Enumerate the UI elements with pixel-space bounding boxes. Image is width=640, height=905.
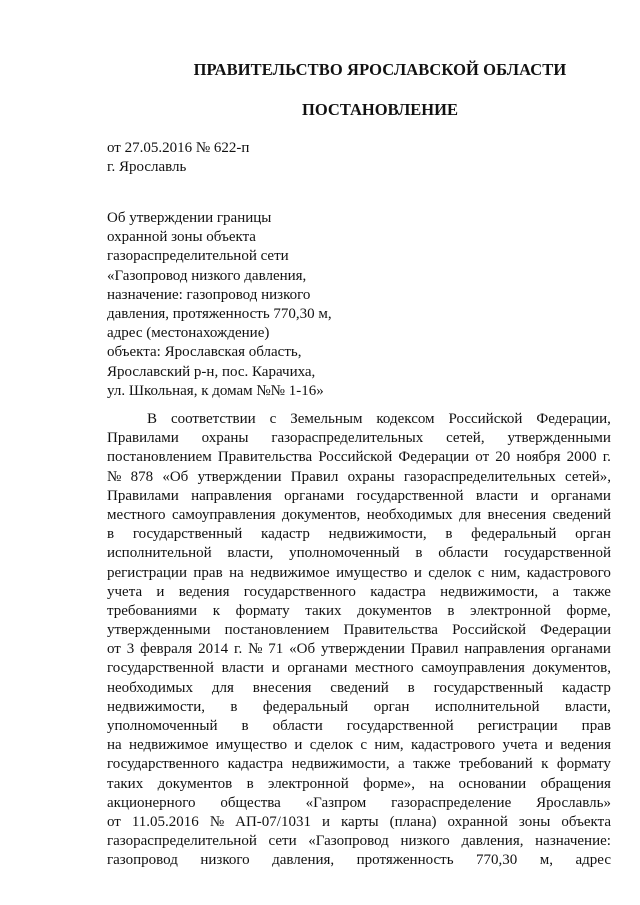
subject-line: «Газопровод низкого давления,	[107, 267, 307, 284]
document-body	[107, 410, 611, 871]
body-line: утвержденными постановлением Правительства Российской Федерации	[107, 622, 611, 639]
body-line: от 11.05.2016 № АП-07/1031 и карты (плана) охранной зоны объекта	[107, 813, 611, 830]
subject-line: объекта: Ярославская область,	[107, 344, 302, 361]
body-line: требованиями к формату таких документов в электронной форме,	[107, 602, 611, 619]
body-line: постановлением Правительства Российской Федерации от 20 ноября 2000 г.	[107, 449, 611, 466]
body-line: учета и ведения государственного кадастра недвижимости, а также	[107, 583, 611, 600]
body-line: государственной власти и органами местного самоуправления документов,	[107, 660, 611, 677]
body-line: регистрации прав на недвижимое имущество и сделок с ним, кадастрового	[107, 564, 611, 581]
body-line: газопровод низкого давления, протяженность 770,30 м, адрес	[107, 852, 611, 869]
subject-line: Ярославский р-н, пос. Карачиха,	[107, 363, 316, 380]
body-line: государственного кадастра недвижимости, а также требований к формату	[107, 756, 611, 773]
body-line: необходимых для внесения сведений в государственный кадастр	[107, 679, 611, 696]
document-meta	[107, 139, 249, 177]
body-line: уполномоченный в области государственной регистрации прав	[107, 718, 611, 734]
subject-line: Об утверждении границы	[107, 210, 272, 226]
subject-line: ул. Школьная, к домам №№ 1-16»	[107, 382, 324, 399]
document-type-heading: ПОСТАНОВЛЕНИЕ	[302, 100, 458, 119]
subject-line: давления, протяженность 770,30 м,	[107, 306, 332, 323]
body-line: газораспределительной сети «Газопровод низкого давления, назначение:	[107, 833, 611, 850]
subject-line: назначение: газопровод низкого	[107, 286, 311, 303]
body-line: Правилами направления органами государственной власти и органами	[107, 487, 611, 504]
body-line: на недвижимое имущество и сделок с ним, кадастрового учета и ведения	[107, 737, 611, 754]
body-line: недвижимости, в федеральный орган исполнительной власти,	[107, 698, 611, 715]
subject-line: адрес (местонахождение)	[107, 325, 270, 342]
body-line: № 878 «Об утверждении Правил охраны газораспределительных сетей»,	[107, 468, 611, 485]
body-line: В соответствии с Земельным кодексом Российской Федерации,	[147, 411, 611, 427]
document-subject	[107, 209, 332, 401]
body-line: в государственный кадастр недвижимости, в федеральный орган	[107, 526, 611, 543]
date-number: от 27.05.2016 № 622-п	[107, 140, 250, 156]
subject-line: газораспределительной сети	[107, 248, 289, 265]
body-line: акционерного общества «Газпром газораспределение Ярославль»	[107, 794, 611, 811]
body-line: от 3 февраля 2014 г. № 71 «Об утверждении Правил направления органами	[107, 641, 611, 658]
body-line: Правилами охраны газораспределительных сетей, утвержденными	[107, 430, 611, 447]
body-line: местного самоуправления документов, необходимых для внесения сведений	[107, 506, 611, 523]
body-line: таких документов в электронной форме», на основании обращения	[107, 775, 611, 792]
subject-line: охранной зоны объекта	[107, 229, 256, 246]
body-line: исполнительной власти, уполномоченный в области государственной	[107, 545, 611, 562]
government-title: ПРАВИТЕЛЬСТВО ЯРОСЛАВСКОЙ ОБЛАСТИ	[193, 60, 567, 79]
city: г. Ярославль	[107, 159, 187, 175]
